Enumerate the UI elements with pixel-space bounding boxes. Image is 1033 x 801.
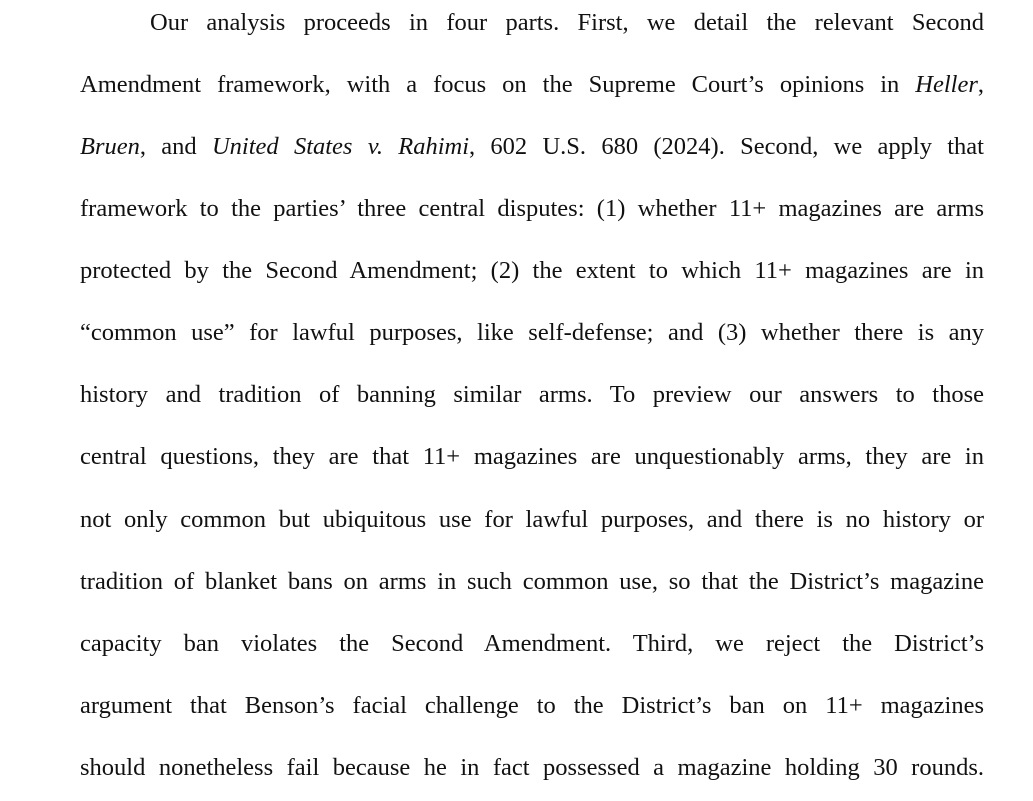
line-text: framework to the parties’ three central disputes: (1) whether 11+ magazines are arms — [80, 195, 984, 222]
line-text: Amendment framework, with a focus on the Supreme Court’s opinions in — [80, 71, 916, 98]
case-name-bruen: Bruen — [80, 133, 140, 160]
line-text: , — [977, 71, 984, 98]
paragraph-line-11 — [80, 627, 984, 661]
case-name-heller: Heller — [915, 71, 978, 98]
line-text: capacity ban violates the Second Amendment. Third, we reject the District’s — [80, 630, 984, 657]
paragraph-line-7 — [80, 378, 984, 412]
paragraph-line-13 — [80, 751, 984, 785]
paragraph-line-4 — [80, 192, 984, 226]
paragraph-line-1 — [150, 6, 984, 40]
paragraph-line-10 — [80, 565, 984, 599]
line-text: , and — [139, 133, 212, 160]
line-text: argument that Benson’s facial challenge to the District’s ban on 11+ magazines — [80, 692, 984, 719]
paragraph-line-2 — [80, 68, 984, 102]
line-text: history and tradition of banning similar arms. To preview our answers to those — [80, 381, 984, 408]
line-text: “common use” for lawful purposes, like self-defense; and (3) whether there is any — [80, 319, 984, 346]
paragraph-line-5 — [80, 254, 984, 288]
line-text: central questions, they are that 11+ magazines are unquestionably arms, they are in — [80, 443, 984, 470]
line-text: not only common but ubiquitous use for lawful purposes, and there is no history or — [80, 506, 984, 533]
line-text: Our analysis proceeds in four parts. First, we detail the relevant Second — [150, 9, 984, 36]
paragraph-line-12 — [80, 689, 984, 723]
case-name-rahimi: United States v. Rahimi — [211, 133, 470, 160]
paragraph-line-3 — [80, 130, 984, 164]
line-text: protected by the Second Amendment; (2) the extent to which 11+ magazines are in — [80, 257, 984, 284]
paragraph-line-6 — [80, 316, 984, 350]
paragraph-line-9 — [80, 503, 984, 537]
line-text: , 602 U.S. 680 (2024). Second, we apply that — [469, 133, 984, 160]
line-text: tradition of blanket bans on arms in such common use, so that the District’s magazine — [80, 568, 984, 595]
paragraph-line-8 — [80, 440, 984, 474]
line-text: should nonetheless fail because he in fact possessed a magazine holding 30 rounds. — [80, 754, 984, 781]
